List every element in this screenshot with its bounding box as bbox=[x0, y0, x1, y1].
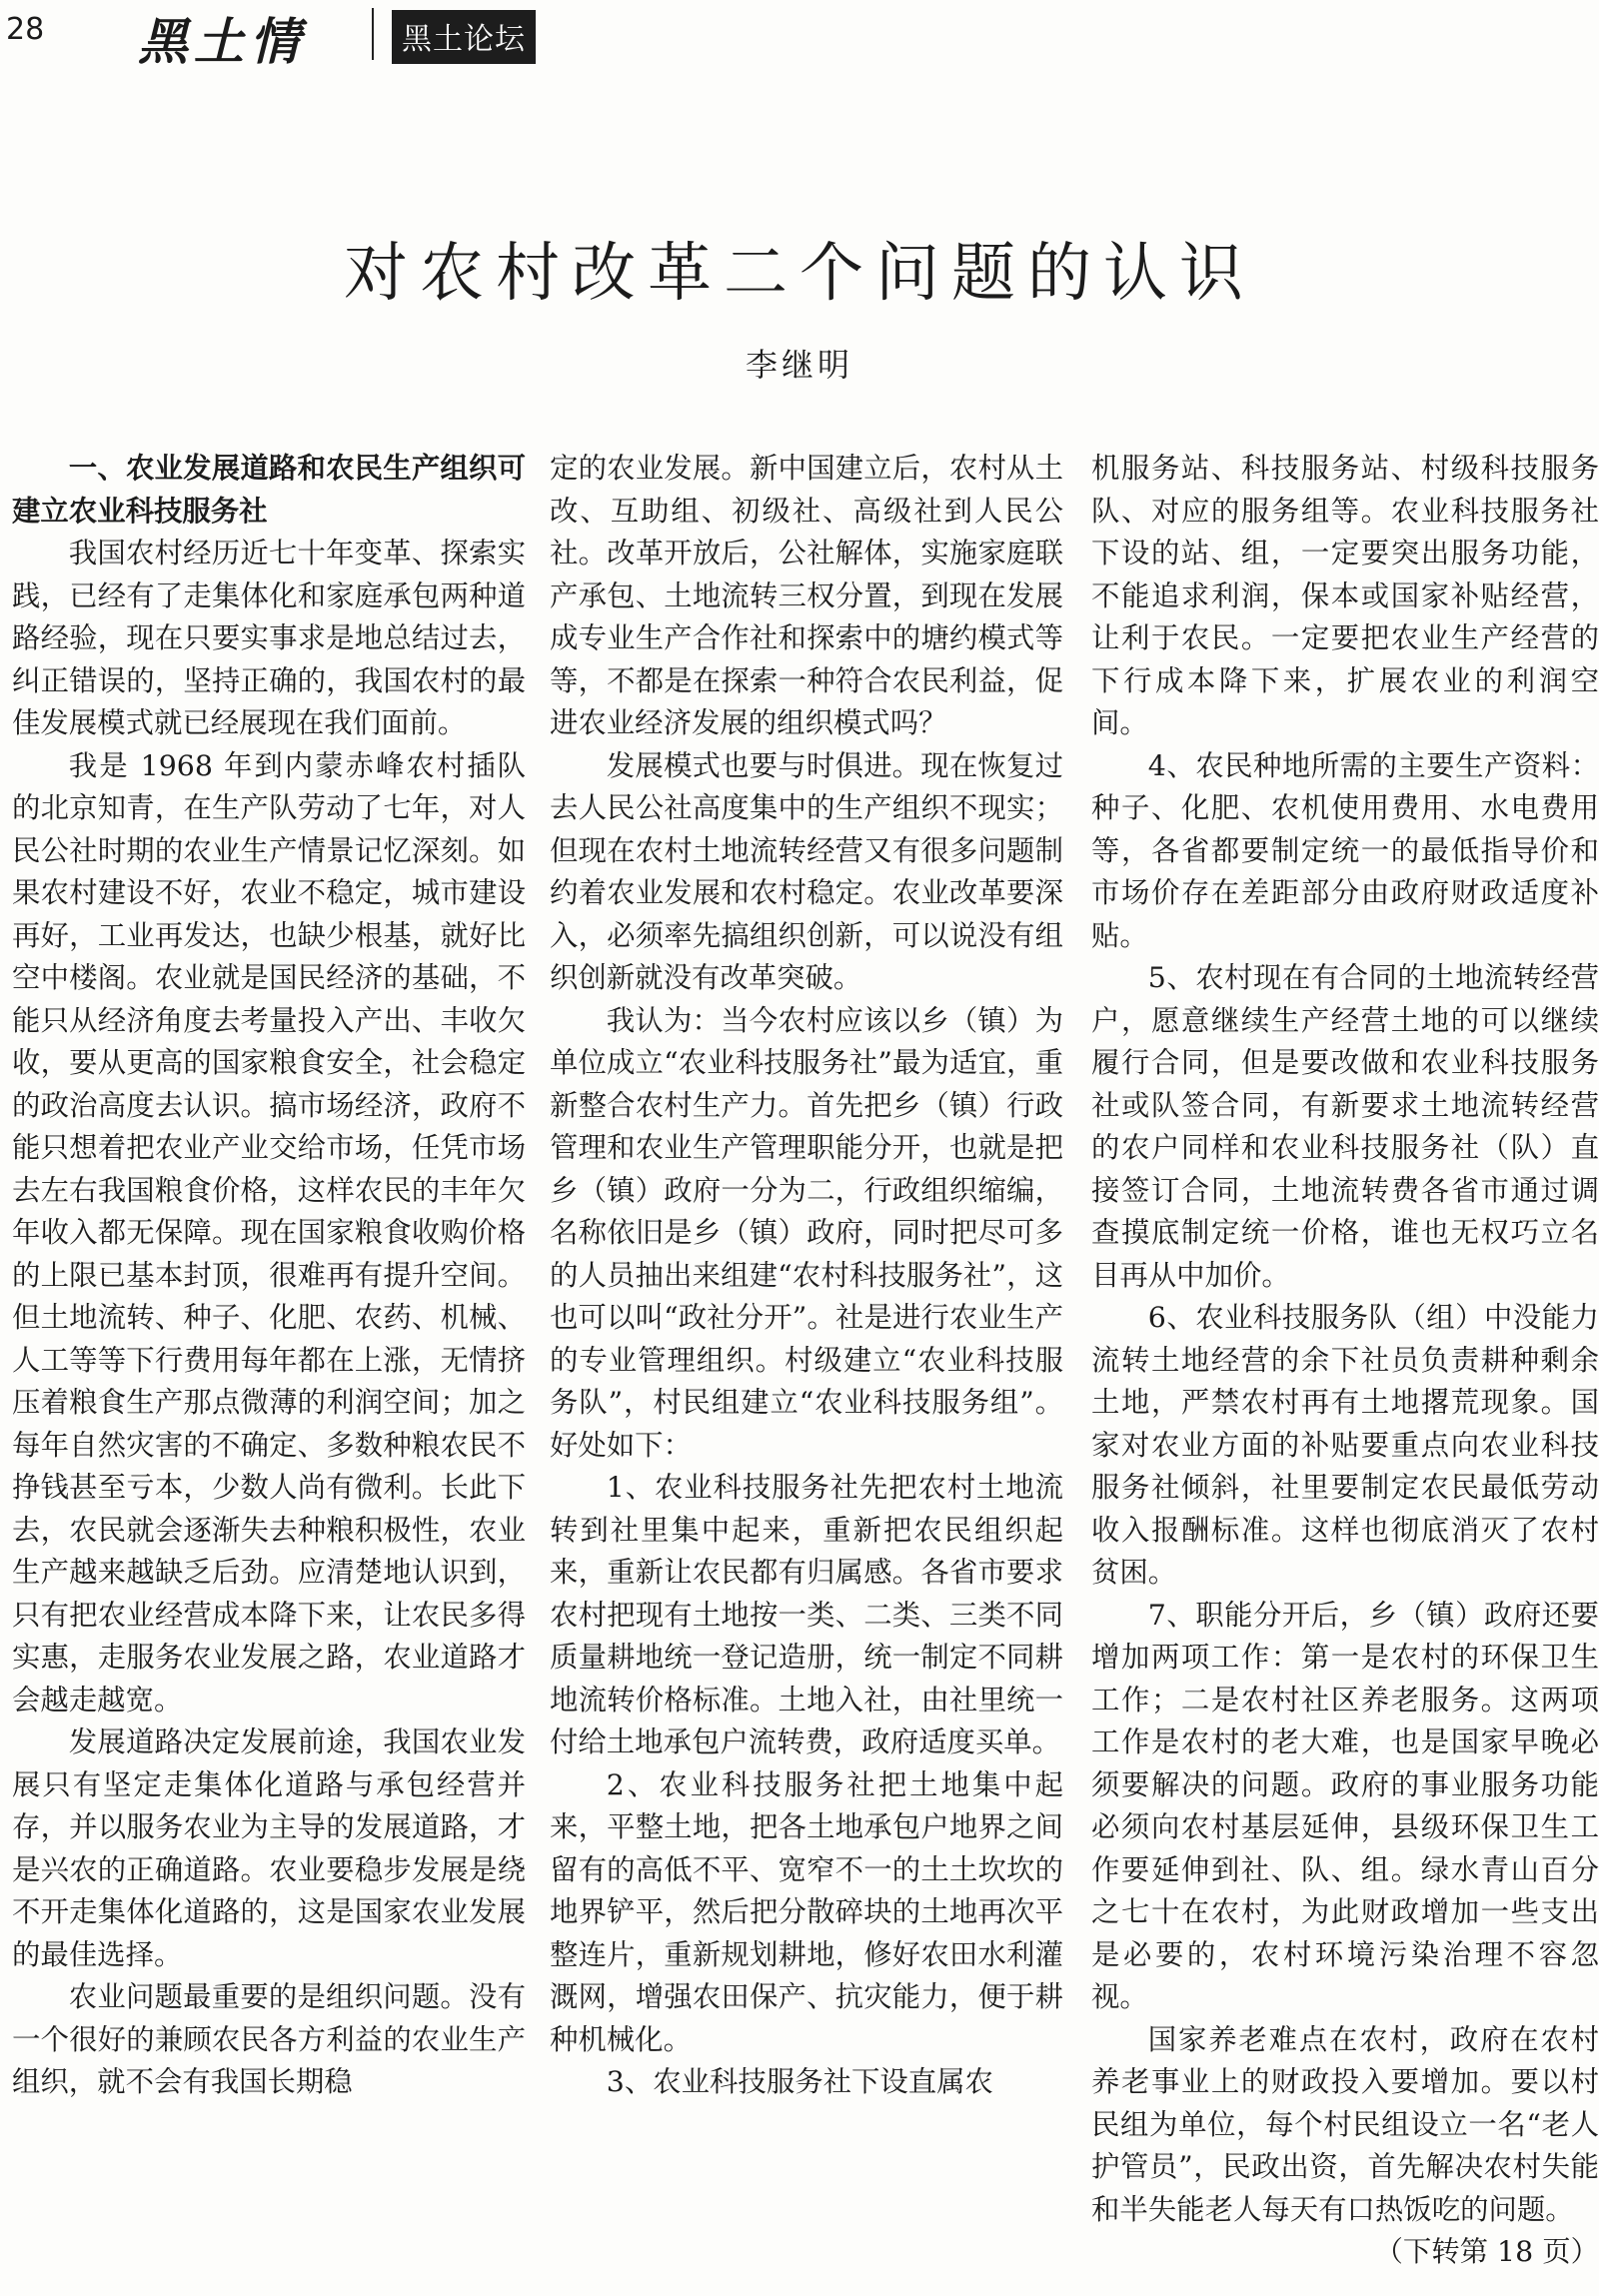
article-author: 李继明 bbox=[745, 346, 853, 384]
paragraph: 我是 1968 年到内蒙赤峰农村插队的北京知青，在生产队劳动了七年，对人民公社时期的农业生产情景记忆深刻。如果农村建设不好，农业不稳定，城市建设再好，工业再发达，也缺少根基，就好比空中楼阁。农业就是国民经济的基础，不能只从经济角度去考量投入产出、丰收欠收，要从更高的国家粮食安全，社会稳定的政治高度去认识。搞市场经济，政府不能只想着把农业产业交给市场，任凭市场去左右我国粮食价格，这样农民的丰年欠年收入都无保障。现在国家粮食收购价格的上限已基本封顶，很难再有提升空间。但土地流转、种子、化肥、农药、机械、人工等等下行费用每年都在上涨，无情挤压着粮食生产那点微薄的利润空间；加之每年自然灾害的不确定、多数种粮农民不挣钱甚至亏本，少数人尚有微利。长此下去，农民就会逐渐失去种粮积极性，农业生产越来越缺乏后劲。应清楚地认识到，只有把农业经营成本降下来，让农民多得实惠，走服务农业发展之路，农业道路才会越走越宽。 bbox=[12, 748, 526, 1717]
paragraph: 我认为：当今农村应该以乡（镇）为单位成立“农业科技服务社”最为适宜，重新整合农村生产力。首先把乡（镇）行政管理和农业生产管理职能分开，也就是把乡（镇）政府一分为二，行政组织缩编，名称依旧是乡（镇）政府，同时把尽可多的人员抽出来组建“农村科技服务社”，这也可以叫“政社分开”。社是进行农业生产的专业管理组织。村级建立“农业科技服务队”，村民组建立“农业科技服务组”。好处如下： bbox=[550, 1003, 1063, 1462]
paragraph: 2、农业科技服务社把土地集中起来，平整土地，把各土地承包户地界之间留有的高低不平、宽窄不一的土土坎坎的地界铲平，然后把分散碎块的土地再次平整连片，重新规划耕地，修好农田水利灌溉网，增强农田保产、抗灾能力，便于耕种机械化。 bbox=[550, 1767, 1063, 2056]
paragraph: 发展道路决定发展前途，我国农业发展只有坚定走集体化道路与承包经营并存，并以服务农业为主导的发展道路，才是兴农的正确道路。农业要稳步发展是绕不开走集体化道路的，这是国家农业发展的最佳选择。 bbox=[12, 1725, 526, 1971]
paragraph-text: 国家养老难点在农村，政府在农村养老事业上的财政投入要增加。要以村民组为单位，每个村民组设立一名“老人护管员”，民政出资，首先解决农村失能和半失能老人每天有口热饭吃的问题。 bbox=[1091, 2022, 1599, 2226]
article-title: 对农村改革二个问题的认识 bbox=[344, 237, 1255, 311]
paragraph: 我国农村经历近七十年变革、探索实践，已经有了走集体化和家庭承包两种道路经验，现在只要实事求是地总结过去，纠正错误的，坚持正确的，我国农村的最佳发展模式就已经展现在我们面前。 bbox=[12, 537, 526, 739]
paragraph: 定的农业发展。新中国建立后，农村从土改、互助组、初级社、高级社到人民公社。改革开放后，公社解体，实施家庭联产承包、土地流转三权分置，到现在发展成专业生产合作社和探索中的塘约模式等等，不都是在探索一种符合农民利益，促进农业经济发展的组织模式吗？ bbox=[550, 452, 1063, 739]
paragraph bbox=[1091, 2019, 1599, 2268]
section-heading: 一、农业发展道路和农民生产组织可建立农业科技服务社 bbox=[12, 452, 526, 528]
paragraph: 4、农民种地所需的主要生产资料：种子、化肥、农机使用费用、水电费用等，各省都要制定统一的最低指导价和市场价存在差距部分由政府财政适度补贴。 bbox=[1091, 748, 1599, 952]
paragraph: 发展模式也要与时俱进。现在恢复过去人民公社高度集中的生产组织不现实；但现在农村土地流转经营又有很多问题制约着农业发展和农村稳定。农业改革要深入，必须率先搞组织创新，可以说没有组织创新就没有改革突破。 bbox=[550, 748, 1063, 994]
paragraph: 7、职能分开后，乡（镇）政府还要增加两项工作：第一是农村的环保卫生工作；二是农村社区养老服务。这两项工作是农村的老大难，也是国家早晚必须要解决的问题。政府的事业服务功能必须向农村基层延伸，县级环保卫生工作要延伸到社、队、组。绿水青山百分之七十在农村，为此财政增加一些支出是必要的，农村环境污染治理不容忽视。 bbox=[1091, 1598, 1599, 2013]
paragraph: 3、农业科技服务社下设直属农 bbox=[606, 2065, 993, 2098]
page-number: 28 bbox=[6, 12, 45, 47]
text-column-3 bbox=[1091, 448, 1599, 2274]
paragraph: 5、农村现在有合同的土地流转经营户，愿意继续生产经营土地的可以继续履行合同，但是要改做和农业科技服务社或队签合同，有新要求土地流转经营的农户同样和农业科技服务社（队）直接签订合同，土地流转费各省市通过调查摸底制定统一价格，谁也无权巧立名目再从中加价。 bbox=[1091, 961, 1599, 1292]
continued-note: （下转第 18 页） bbox=[1374, 2235, 1599, 2268]
section-badge: 黑土论坛 bbox=[392, 10, 536, 64]
text-column-1 bbox=[12, 448, 526, 2104]
text-column-2 bbox=[550, 448, 1063, 2104]
paragraph: 1、农业科技服务社先把农村土地流转到社里集中起来，重新把农民组织起来，重新让农民都有归属感。各省市要求农村把现有土地按一类、二类、三类不同质量耕地统一登记造册，统一制定不同耕地流转价格标准。土地入社，由社里统一付给土地承包户流转费，政府适度买单。 bbox=[550, 1471, 1063, 1758]
magazine-logo: 黑土情 bbox=[138, 12, 306, 71]
page-header bbox=[0, 0, 1599, 70]
paragraph: 农业问题最重要的是组织问题。没有一个很好的兼顾农民各方利益的农业生产组织，就不会有我国长期稳 bbox=[12, 1980, 526, 2098]
paragraph: 机服务站、科技服务站、村级科技服务队、对应的服务组等。农业科技服务社下设的站、组，一定要突出服务功能，不能追求利润，保本或国家补贴经营，让利于农民。一定要把农业生产经营的下行成本降下来，扩展农业的利润空间。 bbox=[1091, 452, 1599, 739]
header-divider bbox=[372, 8, 374, 60]
paragraph: 6、农业科技服务队（组）中没能力流转土地经营的余下社员负责耕种剩余土地，严禁农村再有土地撂荒现象。国家对农业方面的补贴要重点向农业科技服务社倾斜，社里要制定农民最低劳动收入报酬标准。这样也彻底消灭了农村贫困。 bbox=[1091, 1301, 1599, 1589]
